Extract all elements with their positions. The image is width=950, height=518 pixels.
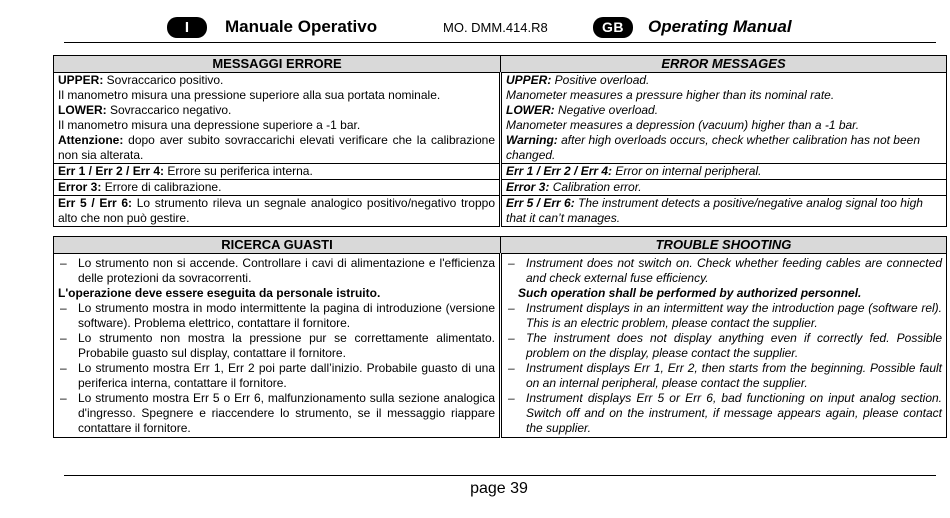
list-item: – Instrument displays Err 5 or Err 6, bad functioning on input analog section. Switch off and on the instrument, if message appears again, please contact the supplier.: [508, 391, 942, 435]
troubleshooting-cell-italian: [54, 254, 501, 438]
error-cell-italian: Err 1 / Err 2 / Err 4: Errore su periferica interna.: [54, 164, 501, 180]
error-row-overload: [54, 73, 947, 164]
list-item: – Instrument displays Err 1, Err 2, then starts from the beginning. Possible fault on an internal peripheral, please contact the supplier.: [508, 361, 942, 390]
manual-table: [53, 55, 947, 438]
operator-note: L'operazione deve essere eseguita da personale istruito.: [58, 286, 381, 300]
list-item: – Lo strumento mostra Err 5 o Err 6, malfunzionamento sulla sezione analogica d'ingresso. Spegnere e riaccendere lo strumento, se il messaggio riappare contattare il fornitore.: [60, 391, 495, 435]
english-flag-badge: GB: [593, 17, 633, 38]
error-messages-heading-english: ERROR MESSAGES: [501, 56, 947, 73]
list-item: – Lo strumento non si accende. Controllare i cavi di alimentazione e l'efficienza delle protezioni da sovracorrenti.: [60, 256, 495, 285]
manual-title-english: Operating Manual: [648, 17, 792, 36]
operator-note: Such operation shall be performed by authorized personnel.: [518, 286, 862, 300]
list-item: – Instrument displays in an intermittent way the introduction page (software rel). This is an electric problem, please contact the supplier.: [508, 301, 942, 330]
footer-rule: [64, 475, 936, 476]
error-row-calibration: [54, 180, 947, 196]
italian-flag-badge: I: [167, 17, 207, 38]
error-row-peripheral: [54, 164, 947, 180]
error-cell-italian: Err 5 / Err 6: Lo strumento rileva un segnale analogico positivo/negativo troppo alto che non può gestire.: [54, 196, 501, 227]
header-rule: [64, 42, 936, 43]
troubleshooting-row: [54, 254, 947, 438]
document-code: MO. DMM.414.R8: [443, 20, 548, 35]
troubleshooting-heading-italian: RICERCA GUASTI: [54, 237, 501, 254]
error-cell-english: Err 5 / Err 6: The instrument detects a positive/negative analog signal too high that it can’t manages.: [501, 196, 947, 227]
error-cell-italian: UPPER: Sovraccarico positivo. Il manometro misura una pressione superiore alla sua portata nominale. LOWER: Sovraccarico negativo. Il manometro misura una depressione superiore a -1 bar. Attenzione: dopo aver subito sovraccarichi elevati verificare che la calibrazione non sia alterata.: [54, 73, 501, 164]
page-number: page 39: [470, 480, 528, 497]
error-cell-italian: Error 3: Errore di calibrazione.: [54, 180, 501, 196]
page-header: [60, 12, 936, 42]
list-item: – Lo strumento mostra Err 1, Err 2 poi parte dall’inizio. Probabile guasto di una periferica interna, contattare il fornitore.: [60, 361, 495, 390]
list-item: – Lo strumento mostra in modo intermittente la pagina di introduzione (versione software). Problema elettrico, contattare il fornitore.: [60, 301, 495, 330]
error-cell-english: Error 3: Calibration error.: [501, 180, 947, 196]
list-item: – The instrument does not display anything even if correctly fed. Possible problem on the display, please contact the supplier.: [508, 331, 942, 360]
list-item: – Instrument does not switch on. Check whether feeding cables are connected and check external fuse efficiency.: [508, 256, 942, 285]
list-item: – Lo strumento non mostra la pressione pur se correttamente alimentato. Probabile guasto sul display, contattare il fornitore.: [60, 331, 495, 360]
manual-title-italian: Manuale Operativo: [225, 17, 378, 36]
error-cell-english: UPPER: Positive overload. Manometer measures a pressure higher than its nominal rate. LOWER: Negative overload. Manometer measures a depression (vacuum) higher than a -1 bar. Warning: after high overloads occurs, check whether calibration has not been changed.: [501, 73, 947, 164]
error-row-analog-signal: [54, 196, 947, 227]
troubleshooting-heading-english: TROUBLE SHOOTING: [501, 237, 947, 254]
error-messages-heading-italian: MESSAGGI ERRORE: [54, 56, 501, 73]
error-cell-english: Err 1 / Err 2 / Err 4: Error on internal peripheral.: [501, 164, 947, 180]
table-spacer: [54, 227, 947, 237]
troubleshooting-cell-english: [501, 254, 947, 438]
